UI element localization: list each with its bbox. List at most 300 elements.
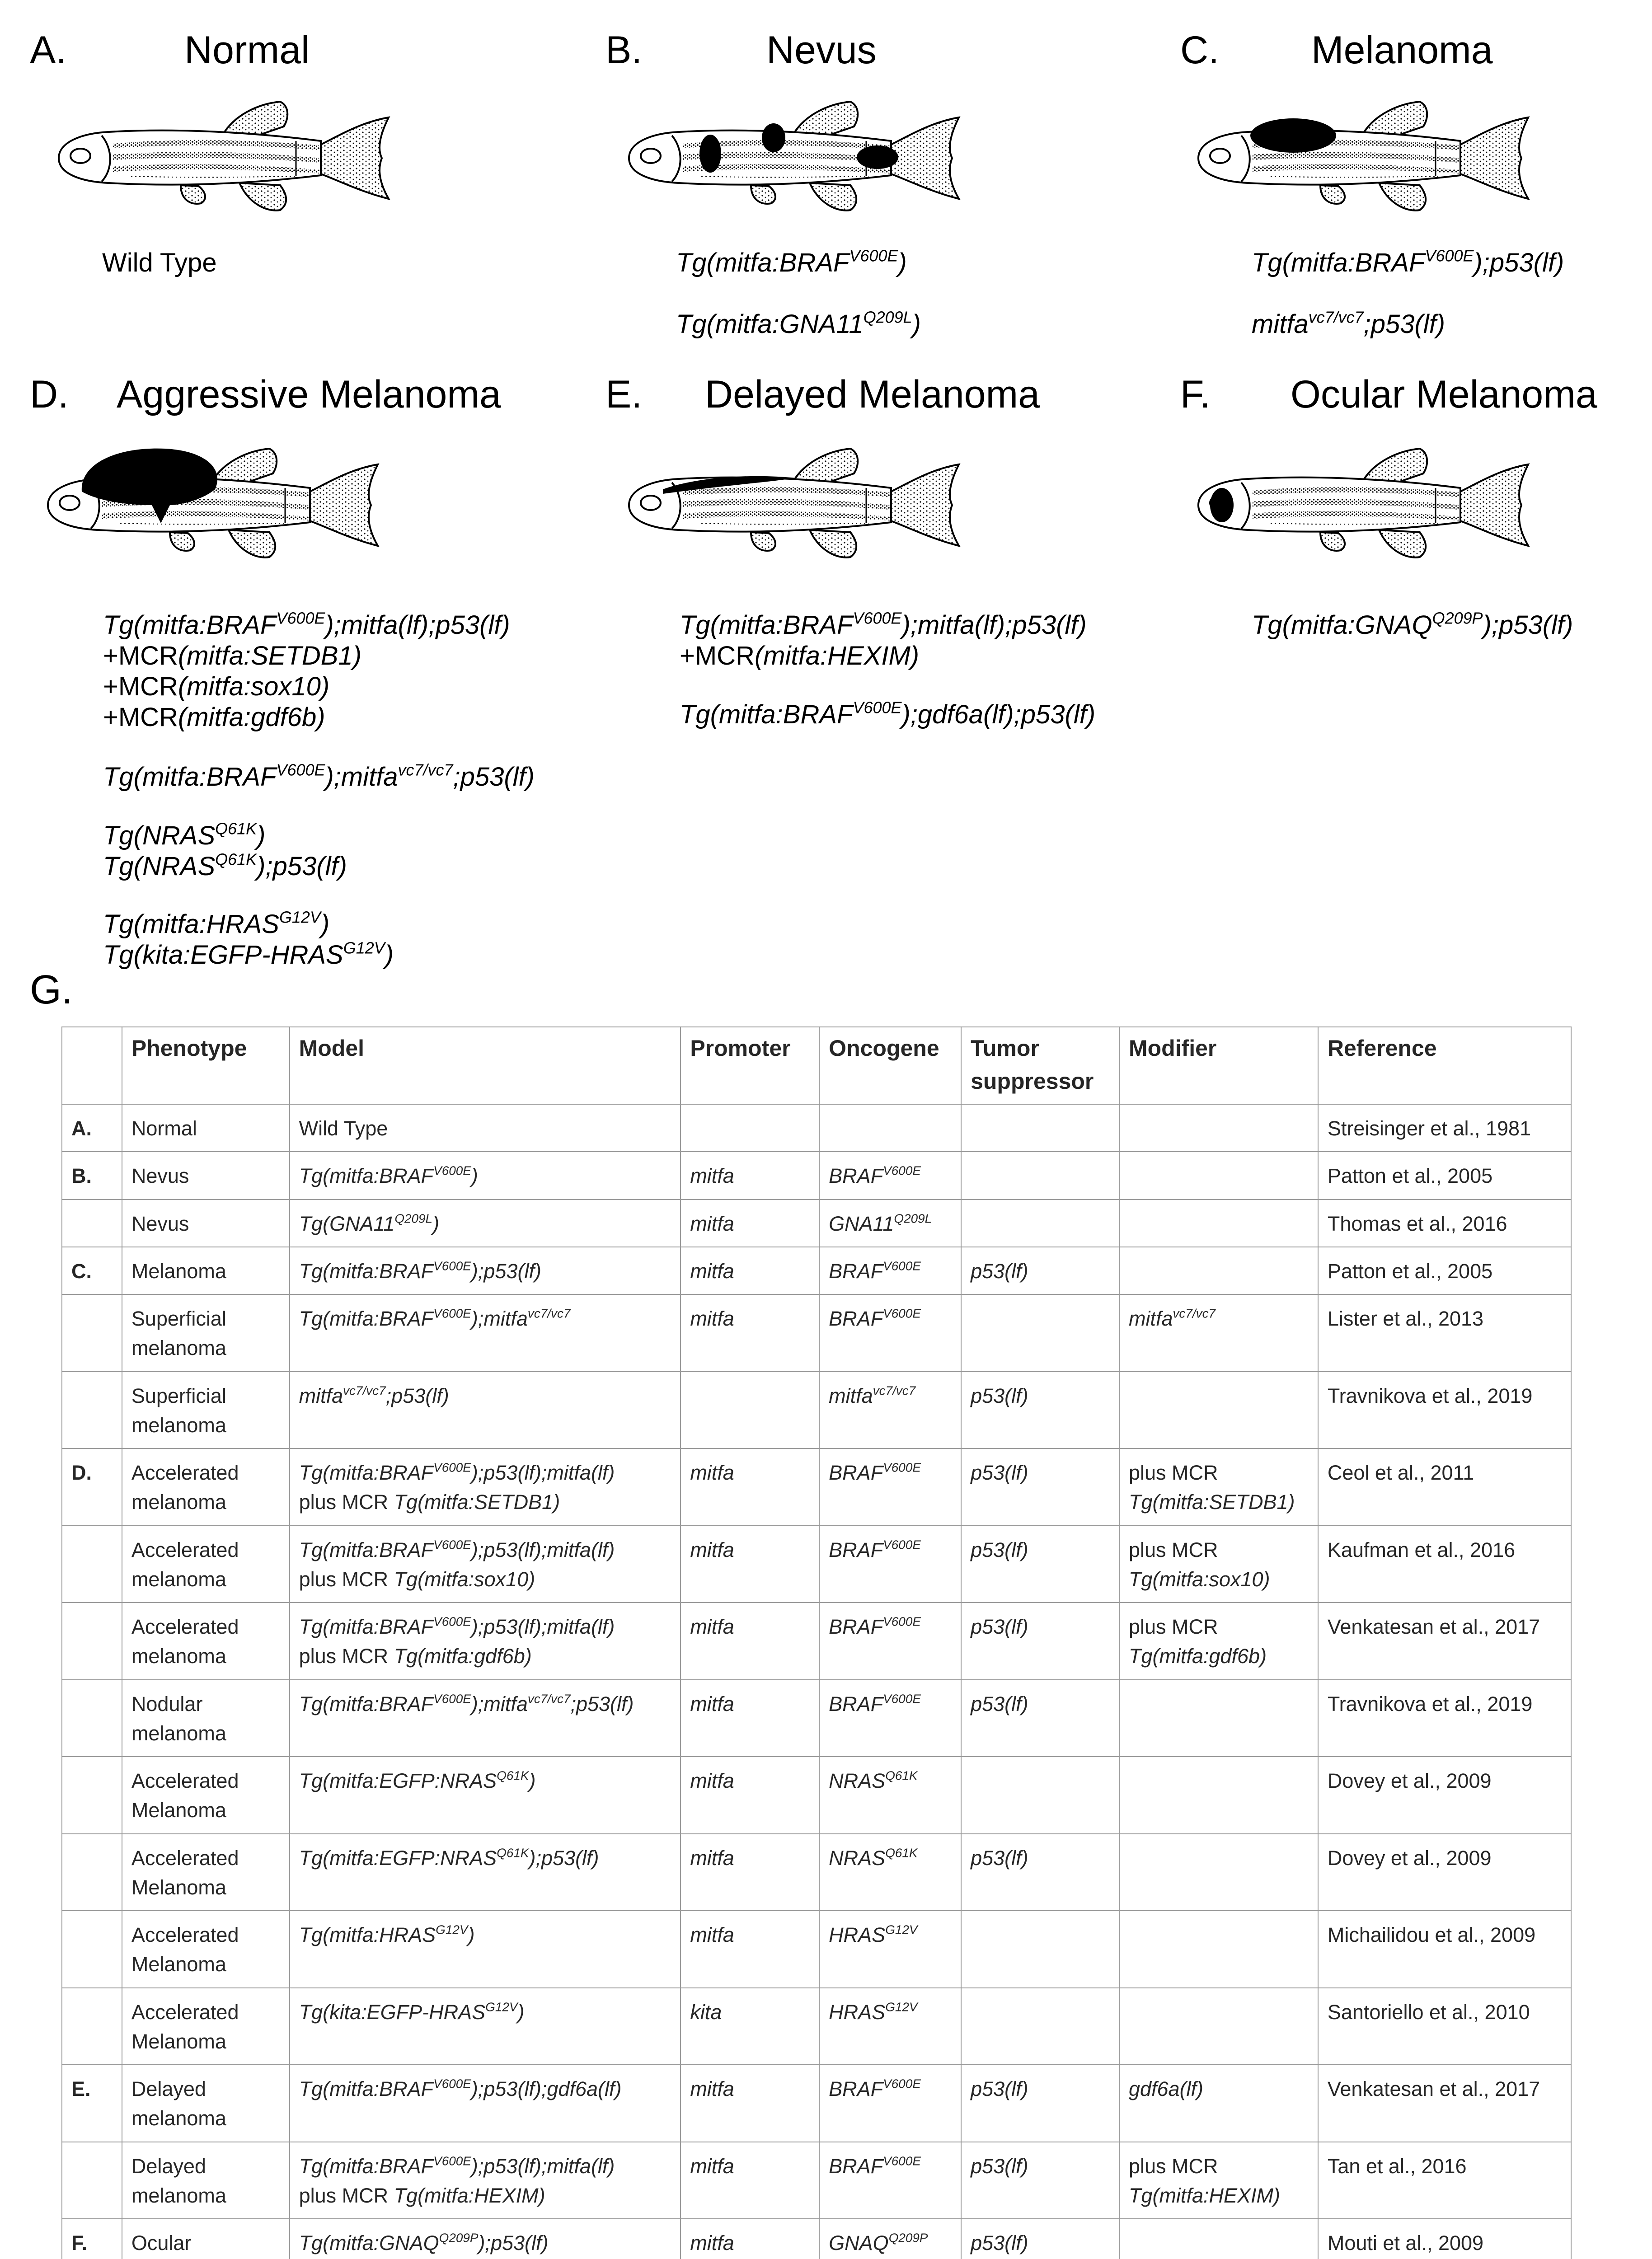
tumor-suppressor-cell (961, 1294, 1119, 1372)
panel-c-title: Melanoma (1311, 28, 1493, 72)
modifier-text: mitfa (1128, 1307, 1173, 1330)
oncogene-cell (819, 2142, 961, 2219)
model-plus-mcr: plus MCR (299, 2184, 394, 2207)
promoter-cell: mitfa (681, 1911, 819, 1988)
oncogene-cell (819, 1834, 961, 1911)
modifier-cell (1119, 1603, 1318, 1680)
d9-sup: G12V (343, 938, 385, 957)
model-text-end: );p53(lf);mitfa(lf) (471, 2154, 615, 2178)
panel-f-title: Ocular Melanoma (1291, 373, 1597, 416)
modifier-cell (1119, 2219, 1318, 2259)
oncogene-cell (819, 1603, 961, 1680)
phenotype-cell: Accelerated melanoma (122, 1448, 290, 1526)
model-superscript: V600E (433, 1259, 471, 1273)
d4-plus: +MCR (103, 703, 178, 732)
oncogene-text: NRAS (829, 1846, 886, 1870)
tumor-suppressor-cell: p53(lf) (961, 1834, 1119, 1911)
tumor-suppressor-cell (961, 1757, 1119, 1834)
oncogene-superscript: G12V (885, 2000, 918, 2014)
model-cell (290, 1200, 681, 1247)
oncogene-superscript: V600E (883, 1537, 921, 1552)
d7-text: Tg(NRAS (103, 852, 216, 881)
model-cell (290, 1911, 681, 1988)
model-cell (290, 1988, 681, 2065)
model-mcr-construct: Tg(mitfa:gdf6b) (394, 1645, 532, 1668)
phenotype-cell: Accelerated Melanoma (122, 1911, 290, 1988)
promoter-cell (681, 1104, 819, 1152)
model-text: Tg(mitfa:BRAF (299, 1259, 434, 1283)
model-cell (290, 1757, 681, 1834)
d2-text: (mitfa:SETDB1) (178, 641, 362, 670)
d1-text: Tg(mitfa:BRAF (103, 610, 277, 640)
d9-text: Tg(kita:EGFP-HRAS (103, 940, 343, 970)
table-row (62, 1603, 1571, 1680)
panel-c-genotype-2 (1252, 309, 1445, 340)
reference-cell: Ceol et al., 2011 (1318, 1448, 1571, 1526)
modifier-cell (1119, 1757, 1318, 1834)
d6-sup: Q61K (215, 819, 257, 838)
promoter-cell: kita (681, 1988, 819, 2065)
oncogene-cell (819, 1200, 961, 1247)
header-modifier: Modifier (1119, 1027, 1318, 1104)
row-label (62, 1200, 122, 1247)
header-oncogene: Oncogene (819, 1027, 961, 1104)
model-text: Tg(mitfa:BRAF (299, 2077, 434, 2100)
tumor-suppressor-cell: p53(lf) (961, 1680, 1119, 1757)
model-superscript: Q61K (497, 1846, 529, 1860)
modifier-superscript: vc7/vc7 (1173, 1306, 1216, 1321)
table-row (62, 2065, 1571, 2142)
f1-end: );p53(lf) (1483, 610, 1573, 640)
modifier-cell (1119, 2065, 1318, 2142)
d4-text: (mitfa:gdf6b) (178, 703, 325, 732)
d5-mid: );mitfa (325, 762, 398, 792)
reference-cell: Thomas et al., 2016 (1318, 1200, 1571, 1247)
b1-end: ) (898, 248, 907, 277)
row-label (62, 1372, 122, 1449)
reference-cell: Kaufman et al., 2016 (1318, 1526, 1571, 1603)
oncogene-text: HRAS (829, 1923, 886, 1946)
phenotype-cell: Nodular melanoma (122, 1680, 290, 1757)
model-text-end: ;p53(lf) (385, 1384, 449, 1407)
fish-aggressive-melanoma-illustration (34, 437, 387, 573)
tumor-suppressor-cell (961, 1911, 1119, 1988)
model-plus-mcr: plus MCR (299, 1490, 394, 1514)
modifier-cell (1119, 1372, 1318, 1449)
panel-d-genotype-6 (103, 820, 265, 851)
promoter-cell (681, 1372, 819, 1449)
panel-e-letter: E. (605, 373, 643, 416)
model-superscript: V600E (433, 1460, 471, 1475)
reference-cell: Travnikova et al., 2019 (1318, 1680, 1571, 1757)
oncogene-text: GNAQ (829, 2231, 889, 2254)
phenotype-cell: Accelerated melanoma (122, 1603, 290, 1680)
table-row (62, 2219, 1571, 2259)
table-row (62, 1834, 1571, 1911)
panel-c-letter: C. (1180, 28, 1219, 72)
e1-text: Tg(mitfa:BRAF (680, 610, 853, 640)
modifier-construct: Tg(mitfa:SETDB1) (1128, 1490, 1295, 1514)
oncogene-text: BRAF (829, 1538, 883, 1561)
d7-end: );p53(lf) (257, 852, 347, 881)
model-text: Tg(mitfa:BRAF (299, 1615, 434, 1638)
oncogene-superscript: Q209L (894, 1211, 932, 1226)
oncogene-cell (819, 1911, 961, 1988)
panel-e-title: Delayed Melanoma (705, 373, 1040, 416)
e2-plus: +MCR (680, 641, 755, 670)
d1-sup: V600E (276, 609, 325, 628)
model-text: Tg(mitfa:BRAF (299, 1461, 434, 1484)
table-row (62, 1372, 1571, 1449)
model-text: Tg(mitfa:BRAF (299, 2154, 434, 2178)
promoter-cell: mitfa (681, 2142, 819, 2219)
table-row (62, 1757, 1571, 1834)
panel-d-genotype-9 (103, 940, 394, 970)
oncogene-superscript: V600E (883, 1306, 921, 1321)
model-text: Tg(kita:EGFP-HRAS (299, 2000, 486, 2024)
model-text-end: ) (432, 1212, 440, 1235)
oncogene-cell (819, 2065, 961, 2142)
panel-d-genotype-7 (103, 851, 347, 882)
panel-g-letter: G. (30, 967, 73, 1012)
modifier-cell (1119, 1152, 1318, 1199)
reference-cell: Streisinger et al., 1981 (1318, 1104, 1571, 1152)
fish-normal-illustration (45, 90, 398, 226)
panel-f-letter: F. (1180, 373, 1211, 416)
zebrafish-model-table (61, 1026, 1572, 2259)
table-row (62, 1294, 1571, 1372)
model-superscript: Q61K (497, 1768, 529, 1783)
oncogene-text: BRAF (829, 1307, 883, 1330)
row-label (62, 1603, 122, 1680)
model-superscript: V600E (433, 1537, 471, 1552)
model-text: Tg(mitfa:BRAF (299, 1692, 434, 1715)
model-text: mitfa (299, 1384, 343, 1407)
promoter-cell: mitfa (681, 2065, 819, 2142)
promoter-cell: mitfa (681, 1603, 819, 1680)
oncogene-superscript: V600E (883, 1259, 921, 1273)
row-label (62, 2142, 122, 2219)
reference-cell: Patton et al., 2005 (1318, 1152, 1571, 1199)
d5-text: Tg(mitfa:BRAF (103, 762, 277, 792)
oncogene-text: BRAF (829, 1692, 883, 1715)
phenotype-cell: Accelerated Melanoma (122, 1834, 290, 1911)
d2-plus: +MCR (103, 641, 178, 670)
promoter-cell: mitfa (681, 1526, 819, 1603)
model-text-end: );p53(lf) (529, 1846, 599, 1870)
panel-d-genotype-2 (103, 641, 361, 671)
reference-cell: Santoriello et al., 2010 (1318, 1988, 1571, 2065)
oncogene-superscript: V600E (883, 1692, 921, 1706)
panel-b-genotype-1 (676, 248, 907, 278)
modifier-construct: Tg(mitfa:sox10) (1128, 1567, 1270, 1591)
oncogene-text: mitfa (829, 1384, 873, 1407)
e1-sup: V600E (853, 609, 902, 628)
d6-end: ) (257, 821, 266, 850)
modifier-cell (1119, 1911, 1318, 1988)
e1-end: );mitfa(lf);p53(lf) (901, 610, 1087, 640)
header-model: Model (290, 1027, 681, 1104)
tumor-suppressor-cell: p53(lf) (961, 2065, 1119, 2142)
panel-a-genotype: Wild Type (102, 248, 217, 277)
reference-cell: Travnikova et al., 2019 (1318, 1372, 1571, 1449)
phenotype-cell: Superficial melanoma (122, 1294, 290, 1372)
panel-d-genotype-8 (103, 909, 329, 940)
model-text-end: );p53(lf);mitfa(lf) (471, 1538, 615, 1561)
reference-cell: Michailidou et al., 2009 (1318, 1911, 1571, 1988)
row-label (62, 1526, 122, 1603)
model-cell (290, 1448, 681, 1526)
d8-end: ) (320, 909, 330, 939)
oncogene-cell (819, 1294, 961, 1372)
oncogene-cell (819, 1988, 961, 2065)
oncogene-text: BRAF (829, 1615, 883, 1638)
tumor-suppressor-cell (961, 1104, 1119, 1152)
d7-sup: Q61K (215, 850, 257, 869)
model-text-end: );p53(lf);gdf6a(lf) (471, 2077, 622, 2100)
model-text-end: );mitfa (471, 1692, 528, 1715)
oncogene-cell (819, 1152, 961, 1199)
oncogene-cell (819, 1372, 961, 1449)
reference-cell: Mouti et al., 2009 (1318, 2219, 1571, 2259)
modifier-cell (1119, 1834, 1318, 1911)
header-tumor-suppressor: Tumor suppressor (961, 1027, 1119, 1104)
d5-end: ;p53(lf) (453, 762, 535, 792)
d5-sup: V600E (276, 760, 325, 779)
b2-end: ) (912, 309, 921, 339)
model-plus-mcr: plus MCR (299, 1567, 394, 1591)
modifier-cell (1119, 1526, 1318, 1603)
oncogene-superscript: G12V (885, 1922, 918, 1937)
promoter-cell: mitfa (681, 1680, 819, 1757)
model-text-end: ) (471, 1164, 478, 1188)
model-superscript-2: vc7/vc7 (527, 1306, 571, 1321)
phenotype-cell: Accelerated Melanoma (122, 1988, 290, 2065)
tumor-suppressor-cell: p53(lf) (961, 1247, 1119, 1294)
table-row (62, 2142, 1571, 2219)
model-superscript: Q209P (439, 2231, 479, 2245)
panel-d-genotype-1 (103, 610, 510, 641)
c2-end: ;p53(lf) (1363, 309, 1446, 339)
row-label (62, 1294, 122, 1372)
promoter-cell: mitfa (681, 1247, 819, 1294)
modifier-text: gdf6a(lf) (1128, 2077, 1204, 2100)
promoter-cell: mitfa (681, 2219, 819, 2259)
table-row (62, 1200, 1571, 1247)
oncogene-text: BRAF (829, 1461, 883, 1484)
table-row (62, 1448, 1571, 1526)
phenotype-cell: Delayed melanoma (122, 2065, 290, 2142)
phenotype-cell: Delayed melanoma (122, 2142, 290, 2219)
modifier-cell (1119, 1680, 1318, 1757)
modifier-cell (1119, 1294, 1318, 1372)
model-superscript: G12V (485, 2000, 518, 2014)
modifier-cell (1119, 2142, 1318, 2219)
panel-a-letter: A. (30, 28, 67, 72)
phenotype-cell: Accelerated melanoma (122, 1526, 290, 1603)
d3-plus: +MCR (103, 672, 178, 701)
row-label: D. (62, 1448, 122, 1526)
panel-e-genotype-1 (680, 610, 1087, 641)
model-text-end: );p53(lf);mitfa(lf) (471, 1615, 615, 1638)
d3-text: (mitfa:sox10) (178, 672, 330, 701)
d5-sup2: vc7/vc7 (398, 760, 453, 779)
modifier-text: plus MCR (1128, 1538, 1218, 1561)
fish-ocular-melanoma-illustration (1185, 437, 1537, 573)
promoter-cell: mitfa (681, 1200, 819, 1247)
c2-text: mitfa (1252, 309, 1309, 339)
modifier-construct: Tg(mitfa:HEXIM) (1128, 2184, 1280, 2207)
model-text-end: );p53(lf) (478, 2231, 549, 2254)
d8-text: Tg(mitfa:HRAS (103, 909, 279, 939)
model-superscript: V600E (433, 1692, 471, 1706)
tumor-suppressor-cell: p53(lf) (961, 2219, 1119, 2259)
model-superscript: V600E (433, 1306, 471, 1321)
oncogene-cell (819, 1680, 961, 1757)
model-superscript: V600E (433, 2154, 471, 2168)
reference-cell: Patton et al., 2005 (1318, 1247, 1571, 1294)
model-text-end: ) (468, 1923, 475, 1946)
model-cell (290, 1834, 681, 1911)
table-row (62, 1247, 1571, 1294)
tumor-suppressor-cell: p53(lf) (961, 1526, 1119, 1603)
row-label (62, 1757, 122, 1834)
reference-cell: Tan et al., 2016 (1318, 2142, 1571, 2219)
panel-d-letter: D. (30, 373, 69, 416)
model-superscript: Q209L (394, 1211, 433, 1226)
modifier-cell (1119, 1247, 1318, 1294)
phenotype-cell: Normal (122, 1104, 290, 1152)
b2-sup: Q209L (863, 308, 912, 327)
model-mcr-construct: Tg(mitfa:HEXIM) (394, 2184, 545, 2207)
panel-f-genotype-1 (1252, 610, 1573, 641)
row-label (62, 1911, 122, 1988)
row-label: F. (62, 2219, 122, 2259)
model-cell (290, 1680, 681, 1757)
tumor-suppressor-cell: p53(lf) (961, 1603, 1119, 1680)
model-text-end: );p53(lf) (471, 1259, 541, 1283)
d1-end: );mitfa(lf);p53(lf) (325, 610, 510, 640)
modifier-cell (1119, 1448, 1318, 1526)
panel-b-title: Nevus (766, 28, 877, 72)
model-text-end: ) (529, 1769, 536, 1792)
promoter-cell: mitfa (681, 1757, 819, 1834)
promoter-cell: mitfa (681, 1152, 819, 1199)
table-row (62, 1988, 1571, 2065)
model-cell (290, 1247, 681, 1294)
phenotype-cell: Ocular (122, 2219, 290, 2259)
tumor-suppressor-cell: p53(lf) (961, 2142, 1119, 2219)
model-cell (290, 1152, 681, 1199)
b1-sup: V600E (849, 246, 898, 265)
phenotype-cell: Superficial melanoma (122, 1372, 290, 1449)
c1-sup: V600E (1425, 246, 1474, 265)
c1-text: Tg(mitfa:BRAF (1252, 248, 1425, 277)
tumor-suppressor-cell: p53(lf) (961, 1448, 1119, 1526)
model-cell (290, 1603, 681, 1680)
tumor-suppressor-cell: p53(lf) (961, 1372, 1119, 1449)
model-cell (290, 1372, 681, 1449)
oncogene-superscript: vc7/vc7 (873, 1383, 916, 1398)
row-label (62, 1680, 122, 1757)
d9-end: ) (385, 940, 394, 970)
panel-d-genotype-3 (103, 671, 329, 702)
oncogene-cell (819, 2219, 961, 2259)
d6-text: Tg(NRAS (103, 821, 216, 850)
phenotype-cell: Accelerated Melanoma (122, 1757, 290, 1834)
table-row (62, 1526, 1571, 1603)
panel-c-genotype-1 (1252, 248, 1564, 278)
b1-text: Tg(mitfa:BRAF (676, 248, 849, 277)
oncogene-text: BRAF (829, 2154, 883, 2178)
header-phenotype: Phenotype (122, 1027, 290, 1104)
model-text: Tg(mitfa:EGFP:NRAS (299, 1846, 497, 1870)
modifier-text: plus MCR (1128, 1615, 1218, 1638)
e3-sup: V600E (853, 698, 902, 717)
row-label (62, 1988, 122, 2065)
row-label (62, 1834, 122, 1911)
phenotype-cell: Nevus (122, 1152, 290, 1199)
e3-end: );gdf6a(lf);p53(lf) (901, 700, 1096, 729)
panel-e-genotype-2 (680, 641, 919, 671)
reference-cell: Dovey et al., 2009 (1318, 1834, 1571, 1911)
oncogene-superscript: Q209P (888, 2231, 928, 2245)
header-reference: Reference (1318, 1027, 1571, 1104)
f1-text: Tg(mitfa:GNAQ (1252, 610, 1432, 640)
model-text-end: );p53(lf);mitfa(lf) (471, 1461, 615, 1484)
model-text: Tg(mitfa:BRAF (299, 1538, 434, 1561)
row-label: C. (62, 1247, 122, 1294)
fish-nevus-illustration (615, 90, 968, 226)
table-row (62, 1104, 1571, 1152)
oncogene-text: GNA11 (829, 1212, 894, 1235)
oncogene-text: HRAS (829, 2000, 886, 2024)
row-label: B. (62, 1152, 122, 1199)
oncogene-superscript: V600E (883, 1460, 921, 1475)
b2-text: Tg(mitfa:GNA11 (676, 309, 864, 339)
e3-text: Tg(mitfa:BRAF (680, 700, 853, 729)
model-cell (290, 1294, 681, 1372)
reference-cell: Venkatesan et al., 2017 (1318, 1603, 1571, 1680)
promoter-cell: mitfa (681, 1294, 819, 1372)
model-superscript: V600E (433, 1614, 471, 1629)
model-text-end: );mitfa (471, 1307, 528, 1330)
panel-d-title: Aggressive Melanoma (117, 373, 501, 416)
model-superscript: V600E (433, 2076, 471, 2091)
model-text: Tg(mitfa:HRAS (299, 1923, 436, 1946)
model-text: Wild Type (299, 1117, 388, 1140)
reference-cell: Venkatesan et al., 2017 (1318, 2065, 1571, 2142)
f1-sup: Q209P (1432, 609, 1483, 628)
oncogene-cell (819, 1757, 961, 1834)
oncogene-superscript: V600E (883, 1614, 921, 1629)
oncogene-cell (819, 1247, 961, 1294)
model-text: Tg(mitfa:GNAQ (299, 2231, 439, 2254)
table-row (62, 1680, 1571, 1757)
oncogene-text: BRAF (829, 1259, 883, 1283)
reference-cell: Dovey et al., 2009 (1318, 1757, 1571, 1834)
oncogene-text: BRAF (829, 1164, 883, 1188)
model-cell (290, 1104, 681, 1152)
oncogene-text: NRAS (829, 1769, 886, 1792)
row-label: E. (62, 2065, 122, 2142)
model-superscript: V600E (433, 1163, 471, 1178)
model-superscript: G12V (436, 1922, 468, 1937)
c2-sup: vc7/vc7 (1308, 308, 1364, 327)
table-header-row (62, 1027, 1571, 1104)
promoter-cell: mitfa (681, 1834, 819, 1911)
oncogene-superscript: V600E (883, 1163, 921, 1178)
